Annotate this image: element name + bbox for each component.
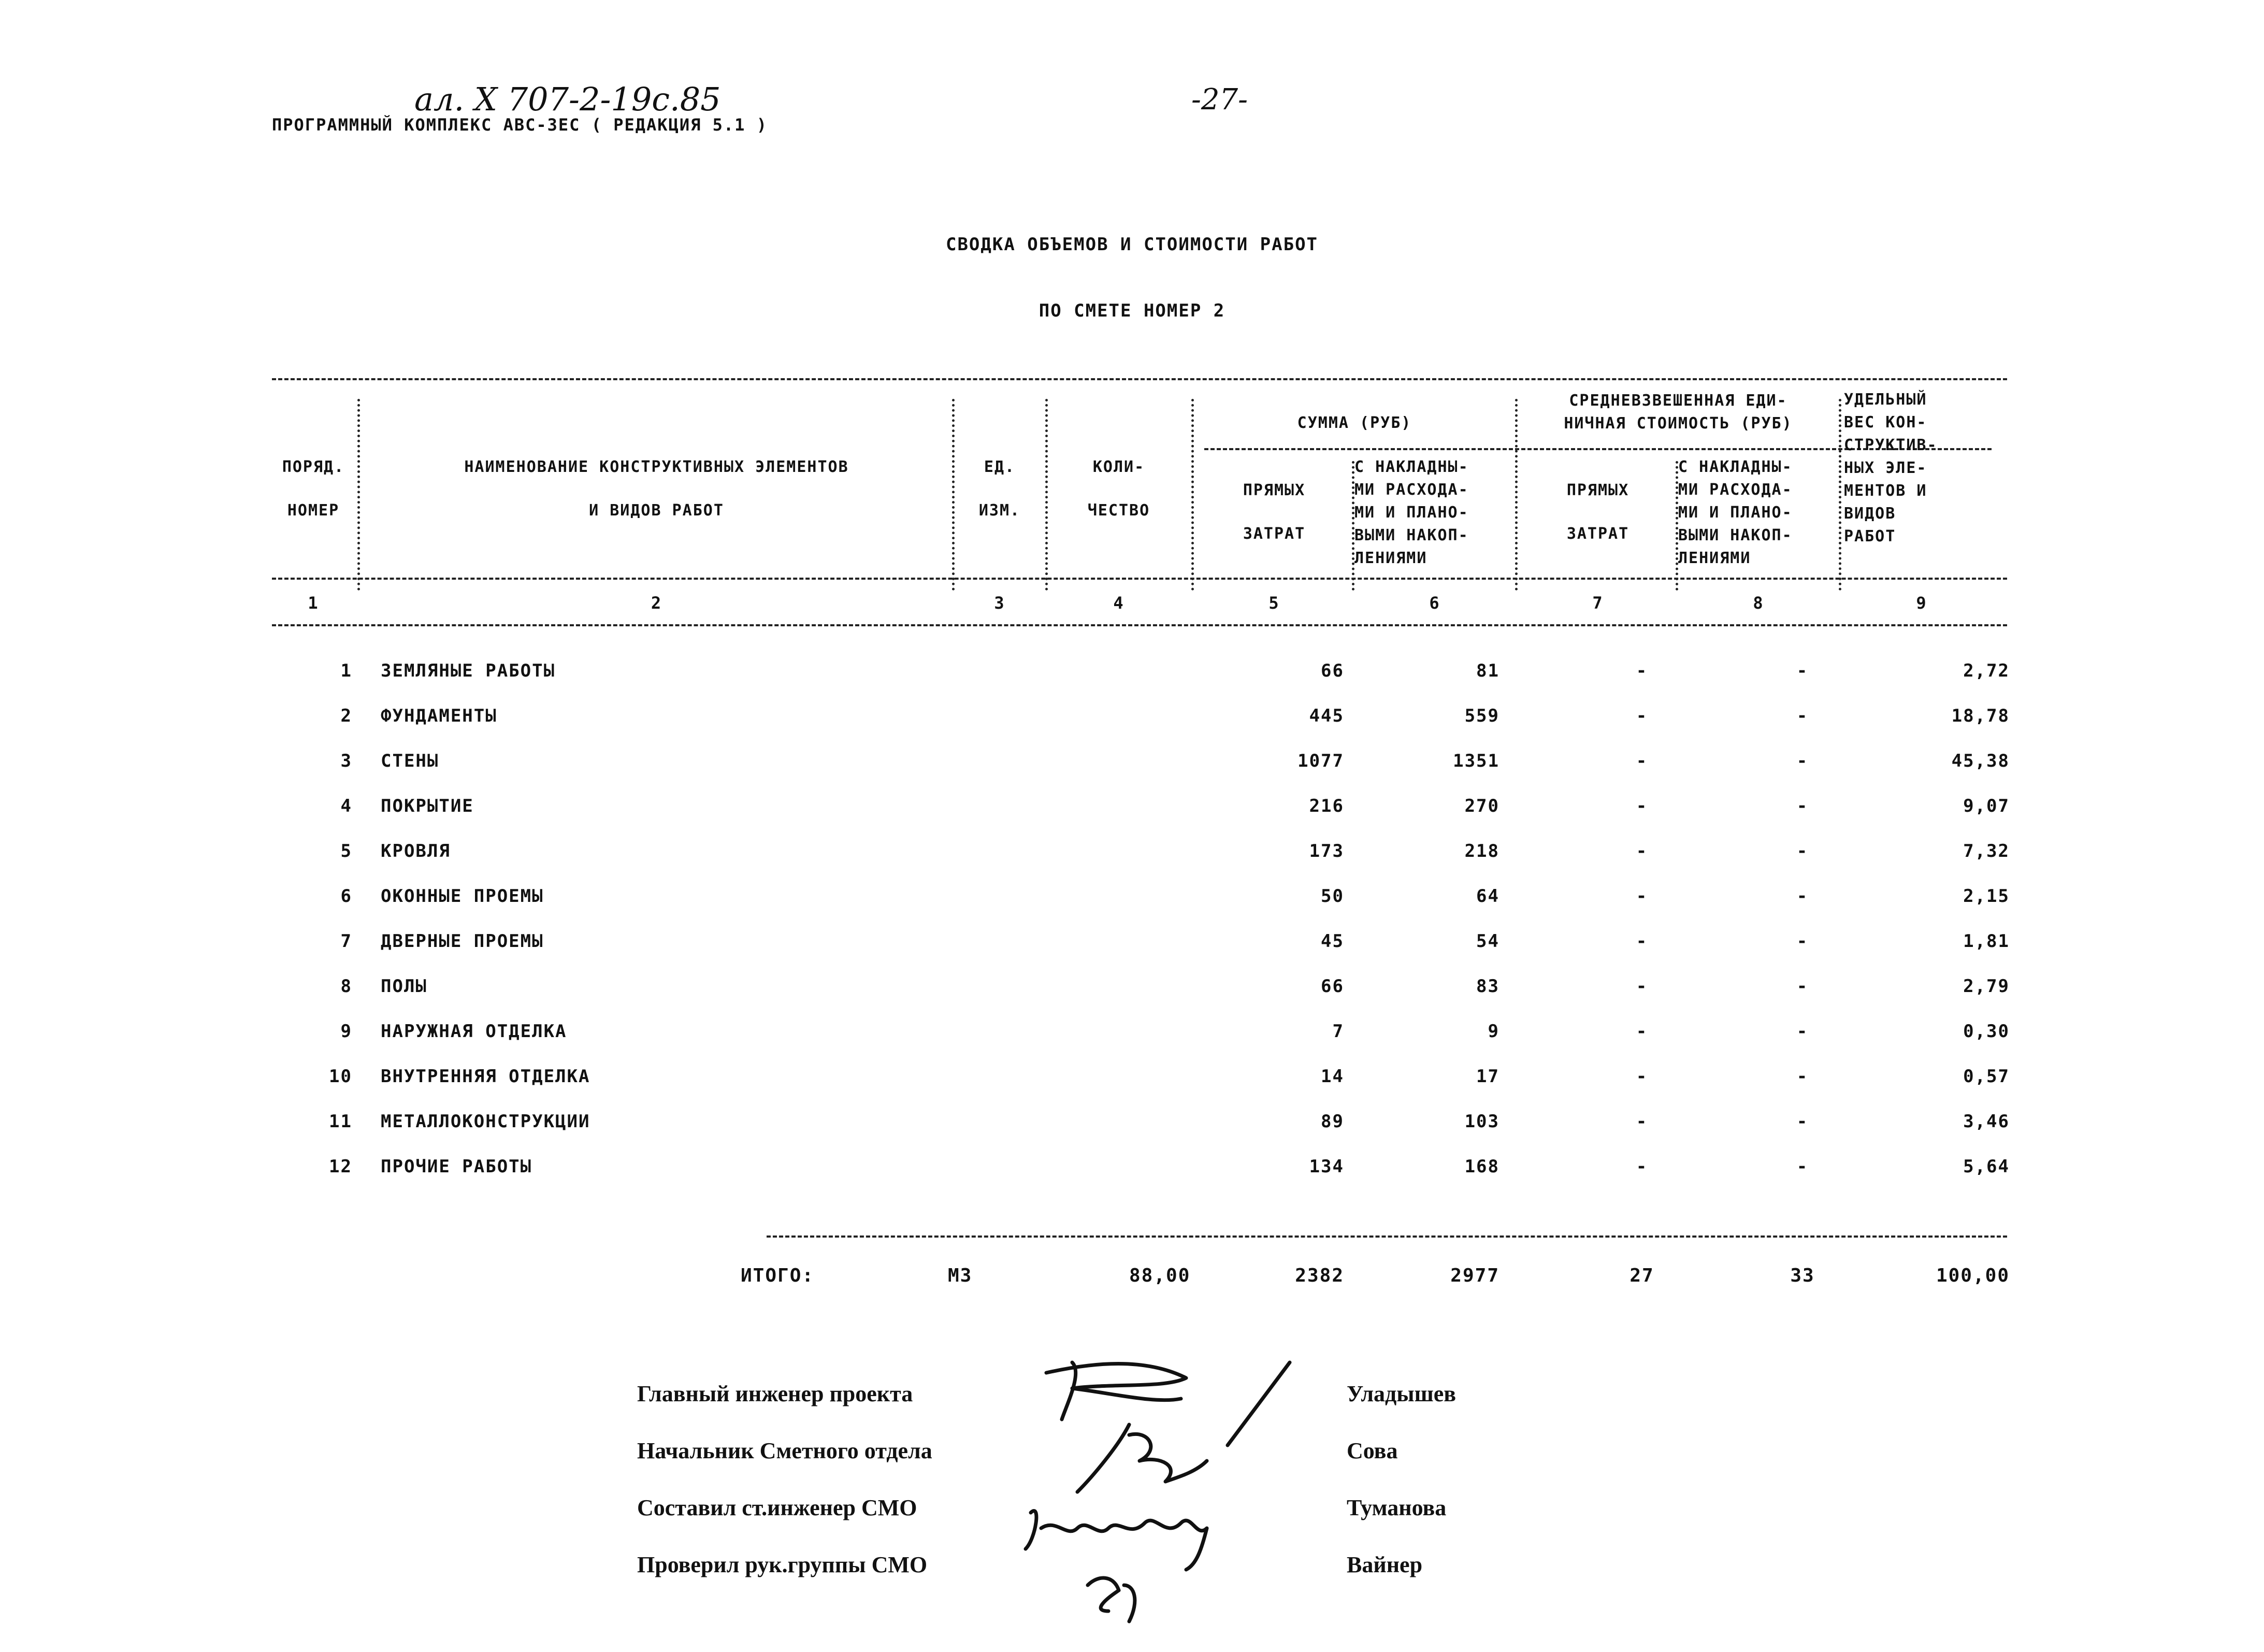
row-weight: 2,72 bbox=[1963, 660, 2010, 681]
row-avg-direct: - bbox=[1636, 886, 1648, 907]
row-direct: 173 bbox=[1309, 841, 1344, 861]
row-overhead: 83 bbox=[1476, 976, 1499, 997]
colnum-6: 6 bbox=[1429, 593, 1440, 613]
row-avg-direct: - bbox=[1636, 1111, 1648, 1132]
col1-header: ПОРЯД. НОМЕР bbox=[282, 458, 345, 520]
row-weight: 18,78 bbox=[1951, 706, 2010, 726]
signature-role: Проверил рук.группы СМО bbox=[637, 1552, 928, 1577]
row-overhead: 64 bbox=[1476, 886, 1499, 907]
header-bottom-rule bbox=[272, 578, 2007, 580]
row-direct: 50 bbox=[1321, 886, 1344, 907]
total-avg-direct: 27 bbox=[1629, 1265, 1654, 1286]
table-row bbox=[0, 1156, 2264, 1193]
table-row bbox=[0, 1021, 2264, 1057]
signature-name: Вайнер bbox=[1347, 1552, 1423, 1577]
row-avg-overhead: - bbox=[1796, 1111, 1809, 1132]
row-avg-direct: - bbox=[1636, 1066, 1648, 1087]
document-title: СВОДКА ОБЪЕМОВ И СТОИМОСТИ РАБОТ bbox=[945, 234, 1319, 255]
colnum-5: 5 bbox=[1268, 593, 1280, 613]
row-weight: 0,57 bbox=[1963, 1066, 2010, 1087]
row-avg-overhead: - bbox=[1796, 886, 1809, 907]
row-weight: 2,79 bbox=[1963, 976, 2010, 997]
row-number: 12 bbox=[329, 1156, 352, 1177]
col-separator bbox=[1045, 399, 1048, 591]
signature-name: Сова bbox=[1347, 1438, 1398, 1463]
signature-role: Главный инженер проекта bbox=[637, 1381, 913, 1406]
row-number: 5 bbox=[340, 841, 352, 861]
program-line: ПРОГРАММНЫЙ КОМПЛЕКС АВС-ЗЕС ( РЕДАКЦИЯ 5.1 ) bbox=[272, 115, 768, 135]
row-name: ВНУТРЕННЯЯ ОТДЕЛКА bbox=[381, 1066, 590, 1087]
row-avg-overhead: - bbox=[1796, 976, 1809, 997]
row-number: 7 bbox=[340, 931, 352, 952]
row-number: 2 bbox=[340, 706, 352, 726]
total-avg-overhead: 33 bbox=[1790, 1265, 1815, 1286]
handwritten-signatures bbox=[1010, 1342, 1321, 1632]
sum-group-header: СУММА (РУБ) bbox=[1297, 414, 1412, 432]
row-overhead: 17 bbox=[1476, 1066, 1499, 1087]
row-avg-overhead: - bbox=[1796, 931, 1809, 952]
row-number: 9 bbox=[340, 1021, 352, 1042]
table-row bbox=[0, 841, 2264, 877]
row-avg-direct: - bbox=[1636, 1021, 1648, 1042]
row-avg-direct: - bbox=[1636, 660, 1648, 681]
colnum-9: 9 bbox=[1916, 593, 1927, 613]
table-row bbox=[0, 706, 2264, 742]
colnum-bottom-rule bbox=[272, 624, 2007, 626]
signature-role: Начальник Сметного отдела bbox=[637, 1438, 932, 1463]
row-direct: 1077 bbox=[1297, 751, 1344, 771]
row-overhead: 168 bbox=[1464, 1156, 1499, 1177]
total-unit: М3 bbox=[948, 1265, 973, 1286]
row-avg-direct: - bbox=[1636, 1156, 1648, 1177]
signature-scribble bbox=[1088, 1578, 1135, 1621]
row-weight: 5,64 bbox=[1963, 1156, 2010, 1177]
col-separator bbox=[952, 399, 955, 591]
table-row bbox=[0, 931, 2264, 967]
row-overhead: 54 bbox=[1476, 931, 1499, 952]
row-overhead: 270 bbox=[1464, 796, 1499, 816]
total-weight: 100,00 bbox=[1936, 1265, 2010, 1286]
row-avg-overhead: - bbox=[1796, 751, 1809, 771]
col7-header: ПРЯМЫХ ЗАТРАТ bbox=[1566, 481, 1629, 543]
row-direct: 14 bbox=[1321, 1066, 1344, 1087]
row-avg-direct: - bbox=[1636, 796, 1648, 816]
row-name: ПРОЧИЕ РАБОТЫ bbox=[381, 1156, 532, 1177]
row-overhead: 1351 bbox=[1453, 751, 1499, 771]
row-avg-direct: - bbox=[1636, 841, 1648, 861]
row-avg-overhead: - bbox=[1796, 841, 1809, 861]
row-direct: 134 bbox=[1309, 1156, 1344, 1177]
col2-header: НАИМЕНОВАНИЕ КОНСТРУКТИВНЫХ ЭЛЕМЕНТОВ И ВИДОВ РАБОТ bbox=[464, 458, 849, 520]
row-overhead: 9 bbox=[1488, 1021, 1499, 1042]
col8-header: С НАКЛАДНЫ- МИ РАСХОДА- МИ И ПЛАНО- ВЫМИ НАКОП- ЛЕНИЯМИ bbox=[1678, 458, 1793, 567]
table-row bbox=[0, 660, 2264, 697]
row-weight: 2,15 bbox=[1963, 886, 2010, 907]
table-row bbox=[0, 1111, 2264, 1147]
table-row bbox=[0, 751, 2264, 787]
row-overhead: 103 bbox=[1464, 1111, 1499, 1132]
row-direct: 216 bbox=[1309, 796, 1344, 816]
row-overhead: 218 bbox=[1464, 841, 1499, 861]
row-name: ЗЕМЛЯНЫЕ РАБОТЫ bbox=[381, 660, 556, 681]
row-overhead: 559 bbox=[1464, 706, 1499, 726]
row-name: ПОЛЫ bbox=[381, 976, 427, 997]
total-overhead: 2977 bbox=[1450, 1265, 1499, 1286]
row-avg-direct: - bbox=[1636, 706, 1648, 726]
col4-header: КОЛИ- ЧЕСТВО bbox=[1087, 458, 1150, 520]
colnum-1: 1 bbox=[308, 593, 319, 613]
page-number: -27- bbox=[1191, 83, 1248, 117]
table-row bbox=[0, 886, 2264, 922]
col6-header: С НАКЛАДНЫ- МИ РАСХОДА- МИ И ПЛАНО- ВЫМИ НАКОП- ЛЕНИЯМИ bbox=[1354, 458, 1469, 567]
col3-header: ЕД. ИЗМ. bbox=[978, 458, 1021, 520]
row-weight: 1,81 bbox=[1963, 931, 2010, 952]
row-avg-overhead: - bbox=[1796, 796, 1809, 816]
total-rule bbox=[767, 1236, 2007, 1238]
row-number: 4 bbox=[340, 796, 352, 816]
row-weight: 3,46 bbox=[1963, 1111, 2010, 1132]
row-weight: 0,30 bbox=[1963, 1021, 2010, 1042]
row-direct: 66 bbox=[1321, 976, 1344, 997]
row-number: 1 bbox=[340, 660, 352, 681]
row-name: МЕТАЛЛОКОНСТРУКЦИИ bbox=[381, 1111, 590, 1132]
col5-header: ПРЯМЫХ ЗАТРАТ bbox=[1243, 481, 1306, 543]
total-direct: 2382 bbox=[1295, 1265, 1344, 1286]
row-direct: 7 bbox=[1332, 1021, 1344, 1042]
col-separator bbox=[1839, 399, 1841, 591]
signature-scribble bbox=[1077, 1425, 1207, 1492]
row-name: СТЕНЫ bbox=[381, 751, 439, 771]
row-weight: 9,07 bbox=[1963, 796, 2010, 816]
col-separator bbox=[1515, 399, 1518, 591]
row-number: 6 bbox=[340, 886, 352, 907]
row-direct: 45 bbox=[1321, 931, 1344, 952]
row-number: 10 bbox=[329, 1066, 352, 1087]
document-subtitle: ПО СМЕТЕ НОМЕР 2 bbox=[1039, 300, 1225, 321]
row-avg-overhead: - bbox=[1796, 1021, 1809, 1042]
row-avg-direct: - bbox=[1636, 976, 1648, 997]
col-separator bbox=[1191, 399, 1194, 591]
row-weight: 45,38 bbox=[1951, 751, 2010, 771]
row-number: 8 bbox=[340, 976, 352, 997]
col-separator bbox=[357, 399, 360, 591]
row-avg-direct: - bbox=[1636, 751, 1648, 771]
row-avg-overhead: - bbox=[1796, 660, 1809, 681]
table-row bbox=[0, 976, 2264, 1012]
colnum-3: 3 bbox=[994, 593, 1005, 613]
signature-scribble bbox=[1046, 1364, 1186, 1400]
colnum-4: 4 bbox=[1113, 593, 1124, 613]
signature-scribble bbox=[1026, 1511, 1207, 1570]
row-avg-overhead: - bbox=[1796, 1156, 1809, 1177]
colnum-7: 7 bbox=[1592, 593, 1604, 613]
row-name: ОКОННЫЕ ПРОЕМЫ bbox=[381, 886, 544, 907]
row-avg-overhead: - bbox=[1796, 1066, 1809, 1087]
colnum-2: 2 bbox=[651, 593, 662, 613]
row-direct: 66 bbox=[1321, 660, 1344, 681]
signature-scribble bbox=[1228, 1362, 1290, 1445]
row-avg-direct: - bbox=[1636, 931, 1648, 952]
handwritten-code: ал. X 707-2-19с.85 bbox=[414, 80, 721, 118]
table-row bbox=[0, 1066, 2264, 1102]
row-number: 11 bbox=[329, 1111, 352, 1132]
colnum-8: 8 bbox=[1753, 593, 1764, 613]
signature-role: Составил ст.инженер СМО bbox=[637, 1495, 917, 1520]
row-direct: 89 bbox=[1321, 1111, 1344, 1132]
row-overhead: 81 bbox=[1476, 660, 1499, 681]
row-avg-overhead: - bbox=[1796, 706, 1809, 726]
row-name: КРОВЛЯ bbox=[381, 841, 451, 861]
row-number: 3 bbox=[340, 751, 352, 771]
avg-group-header: СРЕДНЕВЗВЕШЕННАЯ ЕДИ- НИЧНАЯ СТОИМОСТЬ (РУБ) bbox=[1564, 392, 1793, 433]
total-qty: 88,00 bbox=[1129, 1265, 1191, 1286]
signature-name: Уладышев bbox=[1347, 1381, 1457, 1406]
signature-name: Туманова bbox=[1347, 1495, 1447, 1520]
row-direct: 445 bbox=[1309, 706, 1344, 726]
table-top-rule bbox=[272, 378, 2007, 380]
row-name: ПОКРЫТИЕ bbox=[381, 796, 474, 816]
row-name: ДВЕРНЫЕ ПРОЕМЫ bbox=[381, 931, 544, 952]
row-weight: 7,32 bbox=[1963, 841, 2010, 861]
col9-header: УДЕЛЬНЫЙ ВЕС КОН- СТРУКТИВ- НЫХ ЭЛЕ- МЕНТОВ И ВИДОВ РАБОТ bbox=[1844, 391, 1938, 545]
row-name: ФУНДАМЕНТЫ bbox=[381, 706, 497, 726]
table-row bbox=[0, 796, 2264, 832]
total-label: ИТОГО: bbox=[741, 1265, 815, 1286]
row-name: НАРУЖНАЯ ОТДЕЛКА bbox=[381, 1021, 567, 1042]
